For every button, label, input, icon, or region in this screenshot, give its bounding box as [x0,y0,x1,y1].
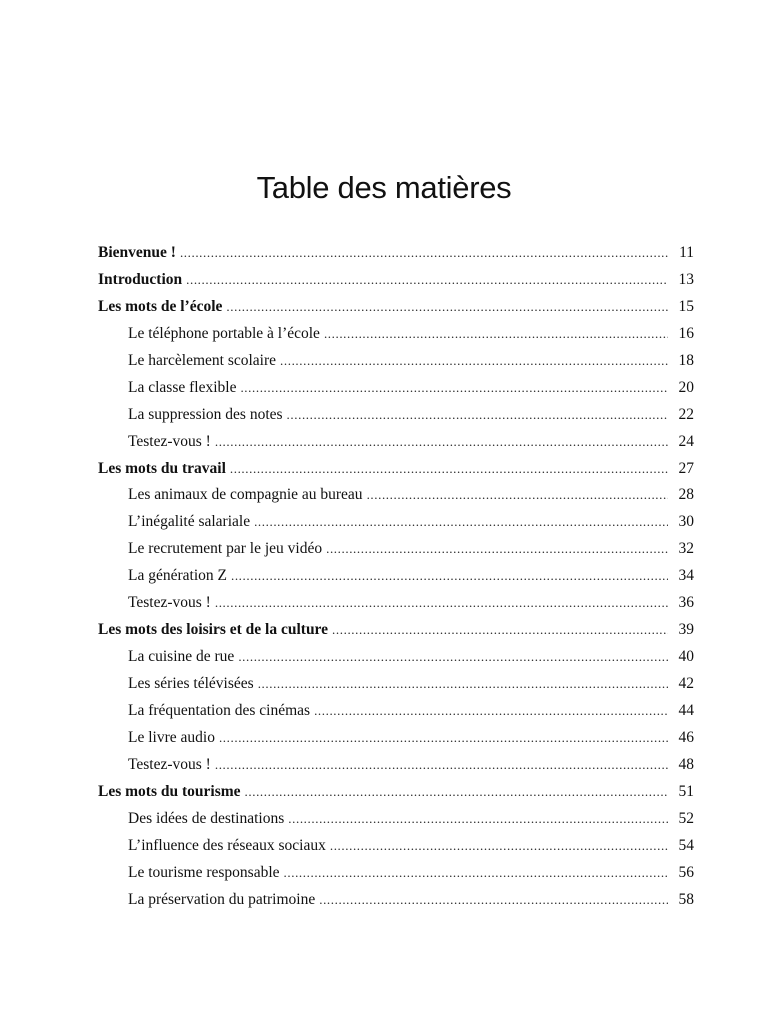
dot-leader [219,730,668,746]
toc-page-number: 54 [678,836,694,854]
toc-section-entry [98,621,694,648]
dot-leader [287,407,668,423]
toc-subsection-entry [98,379,694,406]
toc-page-number: 15 [678,297,694,315]
toc-subsection-entry [98,594,694,621]
toc-page-number: 34 [678,567,694,585]
toc-entry-label: Les mots des loisirs et de la culture [98,621,329,639]
toc-subsection-entry [98,513,694,540]
toc-entry-label: Le tourisme responsable [128,863,280,881]
toc-page-number: 18 [678,351,694,369]
toc-section-entry [98,783,694,810]
toc-subsection-entry [98,729,694,756]
toc-subsection-entry [98,837,694,864]
toc-subsection-entry [98,486,694,513]
dot-leader [324,326,668,342]
toc-entry-label: La classe flexible [128,378,237,396]
toc-entry-label: L’inégalité salariale [128,513,251,531]
toc-section-entry [98,271,694,298]
dot-leader [326,541,668,557]
dot-leader [254,514,668,530]
toc-page-number: 44 [678,701,694,719]
toc-subsection-entry [98,406,694,433]
toc-entry-label: Le recrutement par le jeu vidéo [128,540,323,558]
dot-leader [284,865,668,881]
toc-entry-label: Testez-vous ! [128,755,211,773]
dot-leader [258,676,668,692]
toc-entry-label: Le harcèlement scolaire [128,351,277,369]
dot-leader [186,272,668,288]
toc-subsection-entry [98,702,694,729]
toc-entry-label: Les mots du travail [98,459,226,477]
dot-leader [332,622,668,638]
toc-entry-label: Les séries télévisées [128,675,254,692]
toc-subsection-entry [98,810,694,837]
dot-leader [280,353,668,369]
toc-subsection-entry [98,675,694,702]
toc-entry-label: Le livre audio [128,728,215,746]
toc-subsection-entry [98,648,694,675]
dot-leader [230,461,668,477]
toc-page-number: 46 [678,728,694,746]
toc-entry-label: La cuisine de rue [128,648,235,666]
dot-leader [238,649,668,665]
toc-page-number: 27 [678,459,694,477]
toc-section-entry [98,298,694,325]
page-title: Table des matières [256,170,512,205]
toc-section-entry [98,244,694,271]
toc-subsection-entry [98,325,694,352]
dot-leader [245,784,668,800]
toc-entry-label: Bienvenue ! [98,244,176,261]
toc-page-number: 56 [678,863,694,881]
toc-subsection-entry [98,756,694,783]
toc-page-number: 51 [678,782,694,800]
toc-entry-label: Le téléphone portable à l’école [128,324,320,342]
toc-subsection-entry [98,864,694,891]
toc-page-number: 58 [678,890,694,908]
toc-subsection-entry [98,352,694,379]
toc-entry-label: Introduction [98,270,183,288]
toc-subsection-entry [98,891,694,918]
toc-page-number: 24 [678,432,694,450]
toc-entry-label: Des idées de destinations [128,809,285,827]
dot-leader [226,299,668,315]
toc-entry-label: La génération Z [128,567,227,585]
toc-entry-label: La fréquentation des cinémas [128,701,311,719]
dot-leader [215,434,668,450]
toc-page-number: 28 [678,486,694,504]
toc-page-number: 11 [679,244,694,261]
toc-entry-label: Les animaux de compagnie au bureau [128,486,363,504]
toc-page-number: 36 [678,594,694,612]
toc-page-number: 40 [678,648,694,666]
toc-entry-label: La préservation du patrimoine [128,890,316,908]
toc-entry-label: L’influence des réseaux sociaux [128,836,326,854]
toc-page-number: 32 [678,540,694,558]
toc-entry-label: Les mots de l’école [98,297,223,315]
toc-entry-label: Les mots du tourisme [98,782,241,800]
toc-page-number: 13 [678,270,694,288]
toc-section-entry [98,460,694,487]
toc-page-number: 42 [678,675,694,692]
toc-page-number: 48 [678,755,694,773]
toc-page-number: 30 [678,513,694,531]
toc-entry-label: Testez-vous ! [128,432,211,450]
toc-subsection-entry [98,433,694,460]
toc-page-number: 52 [678,809,694,827]
toc-subsection-entry [98,540,694,567]
toc-page-number: 16 [678,324,694,342]
dot-leader [330,838,668,854]
table-of-contents [98,244,694,917]
toc-page-number: 22 [678,405,694,423]
dot-leader [215,757,668,773]
dot-leader [240,380,668,396]
dot-leader [180,245,668,261]
toc-subsection-entry [98,567,694,594]
dot-leader [319,892,668,908]
dot-leader [288,811,668,827]
toc-entry-label: Testez-vous ! [128,594,211,612]
dot-leader [314,703,668,719]
dot-leader [367,487,668,503]
dot-leader [231,568,668,584]
toc-page-number: 39 [678,621,694,639]
dot-leader [215,595,668,611]
toc-entry-label: La suppression des notes [128,405,283,423]
toc-page-number: 20 [678,378,694,396]
